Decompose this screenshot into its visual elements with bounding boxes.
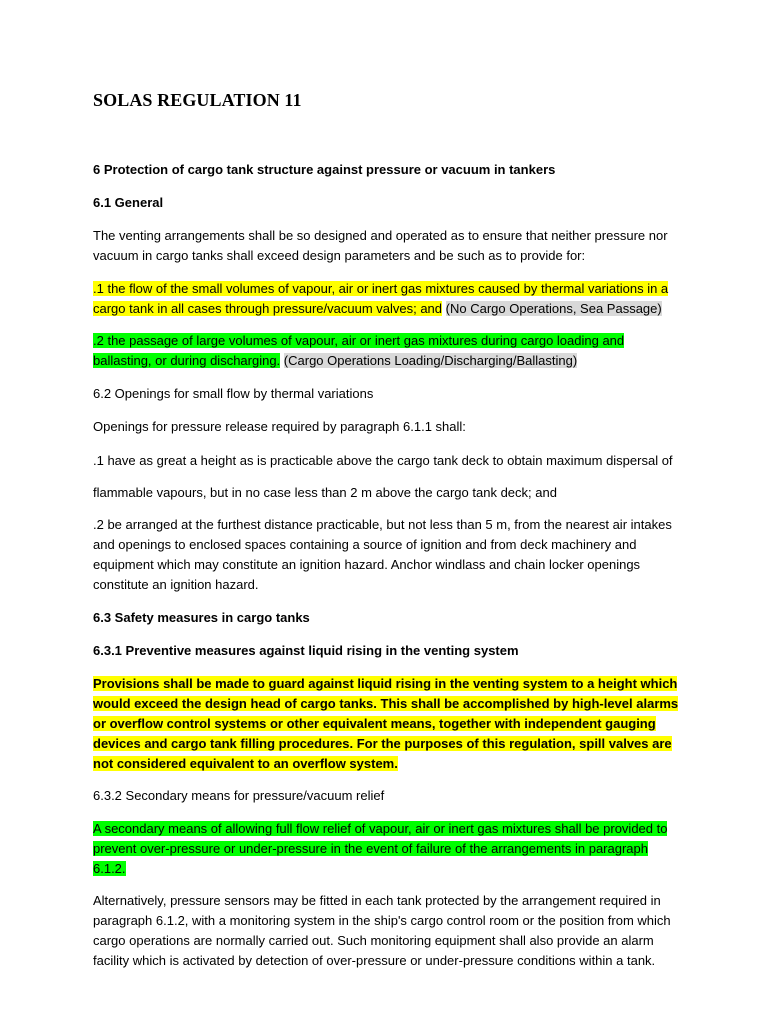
heading-section-6-2: 6.2 Openings for small flow by thermal variations: [93, 386, 374, 401]
paragraph-6-3-1: [93, 674, 679, 774]
highlight-6-3-2: A secondary means of allowing full flow relief of vapour, air or inert gas mixtures shall be provided to prevent over-pressure or under-pressure in the event of failure of the arrangements in paragraph 6.1.2.: [93, 821, 668, 876]
heading-section-6-1: 6.1 General: [93, 195, 164, 210]
heading-section-6-3-1: 6.3.1 Preventive measures against liquid rising in the venting system: [93, 643, 519, 658]
paragraph-6-3-2: [93, 819, 679, 879]
highlight-6-3-1: Provisions shall be made to guard against liquid rising in the venting system to a height which would exceed the design head of cargo tanks. This shall be accomplished by high-level alarms or overflow control systems or other equivalent means, together with independent gauging devices and cargo tank filling procedures. For the purposes of this regulation, spill valves are not considered equivalent to an overflow system.: [93, 676, 679, 771]
note-item-2: (Cargo Operations Loading/Discharging/Ballasting): [283, 353, 578, 368]
list-item-2: [93, 331, 679, 371]
paragraph-openings-2: .2 be arranged at the furthest distance practicable, but not less than 5 m, from the nearest air intakes and openings to enclosed spaces containing a source of ignition and from deck machinery and equipment which may constitute an ignition hazard. Anchor windlass and chain locker openings constitute an ignition hazard.: [93, 517, 672, 592]
note-item-1: (No Cargo Operations, Sea Passage): [445, 301, 662, 316]
list-item-1: [93, 279, 679, 319]
heading-section-6: 6 Protection of cargo tank structure against pressure or vacuum in tankers: [93, 162, 556, 177]
highlight-item-1: .1 the flow of the small volumes of vapour, air or inert gas mixtures caused by thermal variations in a cargo tank in all cases through pressure/vacuum valves; and: [93, 281, 669, 316]
paragraph-general: The venting arrangements shall be so designed and operated as to ensure that neither pressure nor vacuum in cargo tanks shall exceed design parameters and be such as to provide for:: [93, 228, 668, 263]
document-title: SOLAS REGULATION 11: [93, 90, 302, 110]
highlight-item-2: .2 the passage of large volumes of vapour, air or inert gas mixtures during cargo loading and ballasting, or during discharging.: [93, 333, 625, 368]
paragraph-openings-1a: .1 have as great a height as is practicable above the cargo tank deck to obtain maximum dispersal of: [93, 453, 673, 468]
paragraph-alternatively: Alternatively, pressure sensors may be fitted in each tank protected by the arrangement required in paragraph 6.1.2, with a monitoring system in the ship's cargo control room or the position from which cargo operations are normally carried out. Such monitoring equipment shall also provide an alarm facility which is activated by detection of over-pressure or under-pressure conditions within a tank.: [93, 893, 671, 968]
paragraph-openings-1b: flammable vapours, but in no case less than 2 m above the cargo tank deck; and: [93, 485, 557, 500]
heading-section-6-3: 6.3 Safety measures in cargo tanks: [93, 610, 310, 625]
paragraph-openings: Openings for pressure release required by paragraph 6.1.1 shall:: [93, 419, 466, 434]
heading-section-6-3-2: 6.3.2 Secondary means for pressure/vacuum relief: [93, 788, 385, 803]
